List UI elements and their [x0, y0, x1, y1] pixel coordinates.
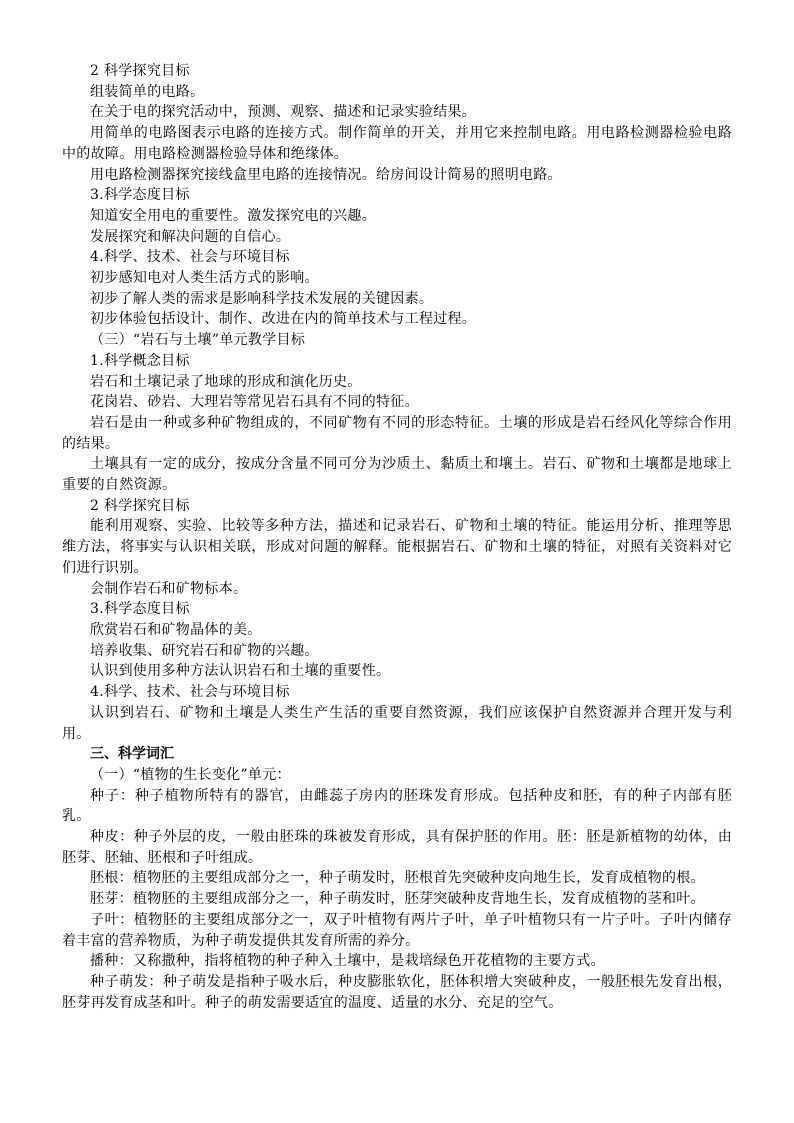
paragraph: 种子：种子植物所特有的器官，由雌蕊子房内的胚珠发育形成。包括种皮和胚，有的种子内部有胚乳。: [62, 787, 732, 825]
paragraph: 用简单的电路图表示电路的连接方式。制作简单的开关，并用它来控制电路。用电路检测器检验电路中的故障。用电路检测器检验导体和绝缘体。: [62, 125, 732, 162]
paragraph: 在关于电的探究活动中，预测、观察、描述和记录实验结果。: [90, 104, 477, 121]
paragraph: 培养收集、研究岩石和矿物的兴趣。: [90, 642, 319, 659]
paragraph: 种子萌发：种子萌发是指种子吸水后，种皮膨胀软化，胚体积增大突破种皮，一般胚根先发育出根，胚芽再发育成茎和叶。种子的萌发需要适宜的温度、适量的水分、充足的空气。: [62, 973, 732, 1011]
paragraph: 组装简单的电路。: [90, 83, 205, 100]
paragraph: 种皮：种子外层的皮，一般由胚珠的珠被发育形成，具有保护胚的作用。胚：胚是新植物的幼体，由胚芽、胚轴、胚根和子叶组成。: [62, 829, 732, 866]
paragraph: 3.科学态度目标: [90, 187, 190, 204]
section-heading: 三、科学词汇: [90, 746, 174, 763]
paragraph: 播种：又称撒种，指将植物的种子种入土壤中，是栽培绿色开花植物的主要方式。: [90, 953, 605, 970]
paragraph: 能利用观察、实验、比较等多种方法，描述和记录岩石、矿物和土壤的特征。能运用分析、推理等思维方法，将事实与认识相关联，形成对问题的解释。能根据岩石、矿物和土壤的特征，对照有关资料对它们进行识别。: [62, 518, 732, 576]
paragraph: 认识到岩石、矿物和土壤是人类生产生活的重要自然资源，我们应该保护自然资源并合理开发与利用。: [62, 704, 732, 742]
paragraph: 3.科学态度目标: [90, 601, 190, 618]
paragraph: 岩石和土壤记录了地球的形成和演化历史。: [90, 373, 362, 390]
paragraph: 初步体验包括设计、制作、改进在内的简单技术与工程过程。: [90, 311, 477, 328]
paragraph: 土壤具有一定的成分，按成分含量不同可分为沙质土、黏质土和壤土。岩石、矿物和土壤都是地球上重要的自然资源。: [62, 456, 732, 494]
paragraph: 会制作岩石和矿物标本。: [90, 580, 248, 597]
paragraph: 1.科学概念目标: [90, 352, 190, 369]
paragraph: 2 科学探究目标: [90, 63, 190, 79]
paragraph: 胚芽：植物胚的主要组成部分之一，种子萌发时，胚芽突破种皮背地生长，发育成植物的茎和叶。: [90, 891, 705, 908]
document-page: [62, 61, 732, 1013]
paragraph: 胚根：植物胚的主要组成部分之一，种子萌发时，胚根首先突破种皮向地生长，发育成植物的根。: [90, 870, 705, 887]
paragraph: 认识到使用多种方法认识岩石和土壤的重要性。: [90, 663, 391, 680]
paragraph: 岩石是由一种或多种矿物组成的，不同矿物有不同的形态特征。土壤的形成是岩石经风化等综合作用的结果。: [62, 414, 732, 452]
paragraph: 4.科学、技术、社会与环境目标: [90, 249, 290, 266]
paragraph: 知道安全用电的重要性。激发探究电的兴趣。: [90, 207, 376, 224]
paragraph: 欣赏岩石和矿物晶体的美。: [90, 621, 262, 638]
paragraph: 发展探究和解决问题的自信心。: [90, 228, 291, 245]
paragraph: 用电路检测器探究接线盒里电路的连接情况。给房间设计简易的照明电路。: [90, 166, 562, 183]
paragraph: 2 科学探究目标: [90, 497, 190, 514]
paragraph: 初步感知电对人类生活方式的影响。: [90, 270, 319, 287]
paragraph: 4.科学、技术、社会与环境目标: [90, 684, 290, 701]
paragraph: 花岗岩、砂岩、大理岩等常见岩石具有不同的特征。: [90, 394, 419, 411]
paragraph: （一）“植物的生长变化”单元：: [90, 766, 291, 783]
paragraph: 子叶：植物胚的主要组成部分之一，双子叶植物有两片子叶，单子叶植物只有一片子叶。子叶内储存着丰富的营养物质，为种子萌发提供其发育所需的养分。: [62, 911, 732, 949]
paragraph: （三）“岩石与土壤”单元教学目标: [90, 332, 306, 349]
paragraph: 初步了解人类的需求是影响科学技术发展的关键因素。: [90, 290, 434, 307]
